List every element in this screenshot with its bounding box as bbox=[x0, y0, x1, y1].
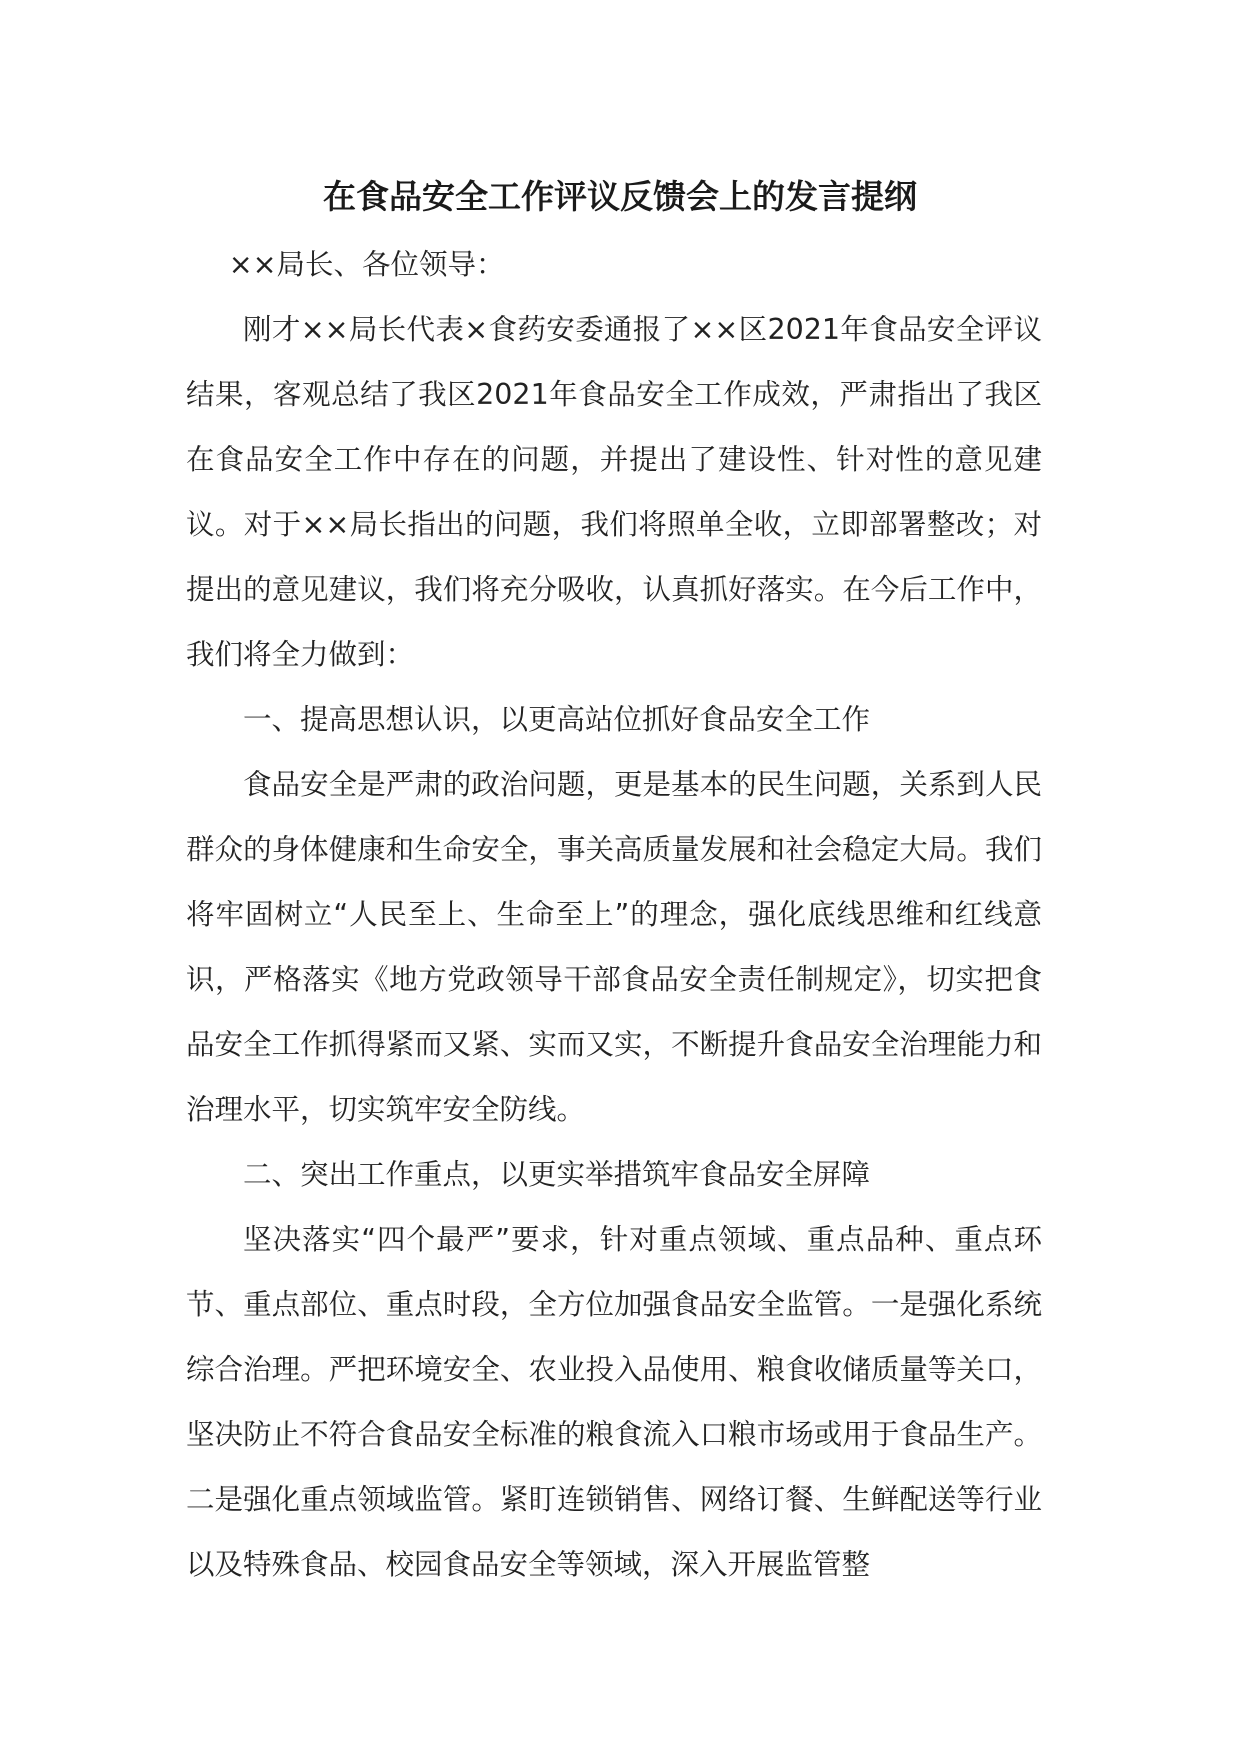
section-heading-2: 二、突出工作重点，以更实举措筑牢食品安全屏障 bbox=[243, 1158, 871, 1191]
paragraph-opening: 刚才××局长代表×食药安委通报了××区2021年食品安全评议结果，客观总结了我区2021年食品安全工作成效，严肃指出了我区在食品安全工作中存在的问题，并提出了建设性、针对性的意见建议。对于××局长指出的问题，我们将照单全收，立即部署整改；对提出的意见建议，我们将充分吸收，认真抓好落实。在今后工作中，我们将全力做到： bbox=[186, 313, 1042, 671]
document-title: 在食品安全工作评议反馈会上的发言提纲 bbox=[323, 177, 917, 216]
section-heading-1: 一、提高思想认识，以更高站位抓好食品安全工作 bbox=[243, 703, 871, 736]
paragraph-section-2: 坚决落实“四个最严”要求，针对重点领域、重点品种、重点环节、重点部位、重点时段，全方位加强食品安全监管。一是强化系统综合治理。严把环境安全、农业投入品使用、粮食收储质量等关口，坚决防止不符合食品安全标准的粮食流入口粮市场或用于食品生产。二是强化重点领域监管。紧盯连锁销售、网络订餐、生鲜配送等行业以及特殊食品、校园食品安全等领域，深入开展监管整 bbox=[186, 1223, 1042, 1581]
salutation: ××局长、各位领导： bbox=[228, 248, 505, 281]
document-body bbox=[186, 232, 1042, 1597]
paragraph-section-1: 食品安全是严肃的政治问题，更是基本的民生问题，关系到人民群众的身体健康和生命安全，事关高质量发展和社会稳定大局。我们将牢固树立“人民至上、生命至上”的理念，强化底线思维和红线意识，严格落实《地方党政领导干部食品安全责任制规定》，切实把食品安全工作抓得紧而又紧、实而又实，不断提升食品安全治理能力和治理水平，切实筑牢安全防线。 bbox=[186, 768, 1042, 1126]
